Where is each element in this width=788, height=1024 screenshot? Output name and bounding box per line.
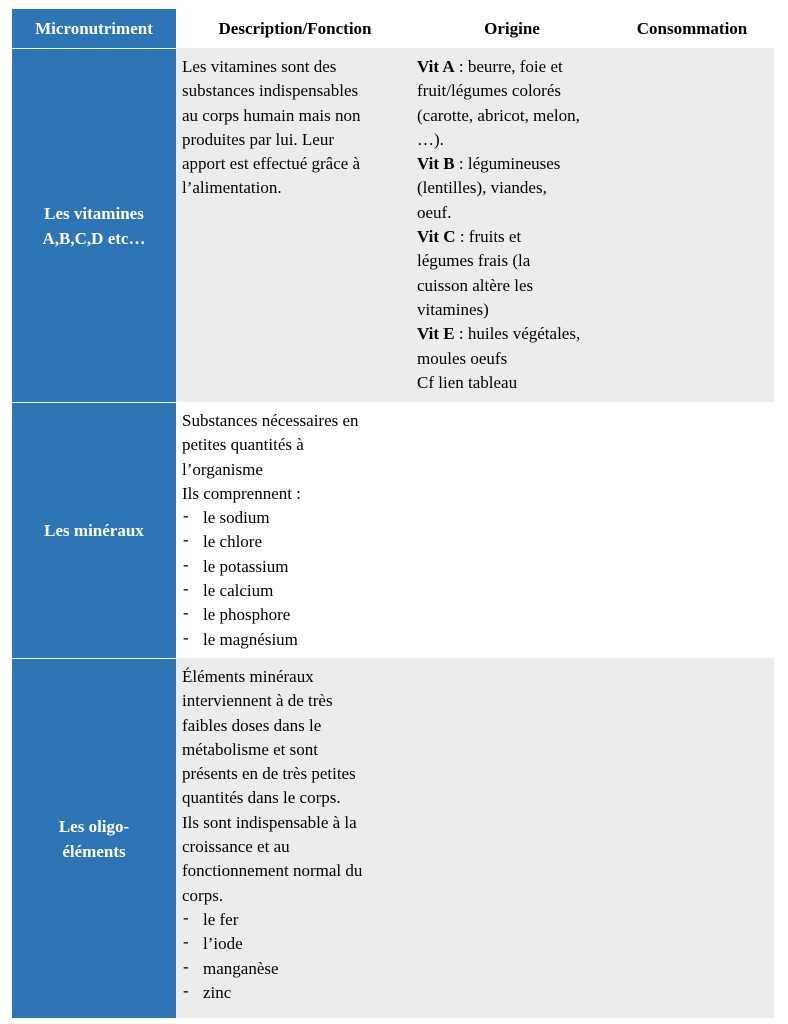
dash-bullet-icon: -	[183, 506, 189, 526]
description-line: fonctionnement normal du	[182, 861, 363, 881]
origine-line: légumes frais (la	[417, 251, 531, 271]
origine-cell	[414, 658, 610, 1018]
row-label-line: Les minéraux	[44, 521, 144, 540]
list-item	[182, 530, 410, 554]
oligo-elements-list	[182, 908, 410, 1005]
origine-cell	[414, 48, 610, 402]
origine-line: moules oeufs	[417, 348, 508, 368]
list-item	[182, 579, 410, 603]
dash-bullet-icon: -	[183, 932, 189, 952]
list-item-text: le potassium	[203, 556, 289, 576]
description-cell	[176, 48, 414, 402]
origine-line	[417, 55, 608, 79]
vit-e-label: Vit E	[417, 324, 455, 344]
list-item-text: manganèse	[203, 958, 279, 978]
vit-c-label: Vit C	[417, 227, 456, 247]
header-description: Description/Fonction	[218, 18, 372, 38]
consommation-cell	[610, 658, 774, 1018]
table-row-oligo-elements	[12, 658, 774, 1018]
dash-bullet-icon: -	[183, 956, 189, 976]
table-header-row	[12, 9, 774, 48]
description-line: quantités dans le corps.	[182, 788, 341, 808]
description-line: croissance et au	[182, 837, 290, 857]
row-label-oligo-elements	[12, 658, 176, 1018]
description-cell	[176, 658, 414, 1018]
dash-bullet-icon: -	[183, 907, 189, 927]
description-line: corps.	[182, 885, 224, 905]
vit-b-label: Vit B	[417, 154, 455, 174]
list-item	[182, 603, 410, 627]
origine-line: vitamines)	[417, 299, 489, 319]
description-line: Ils sont indispensable à la	[182, 812, 357, 832]
list-item-text: l’iode	[203, 934, 243, 954]
origine-line	[417, 225, 608, 249]
list-item	[182, 957, 410, 981]
header-micronutriment: Micronutriment	[12, 9, 176, 48]
link-note: Cf lien tableau	[417, 372, 518, 392]
dash-bullet-icon: -	[183, 603, 189, 623]
origine-cell	[414, 402, 610, 658]
description-line: Les vitamines sont des	[182, 57, 337, 76]
origine-line: fruit/légumes colorés	[417, 81, 561, 101]
list-item	[182, 555, 410, 579]
table-row-mineraux	[12, 402, 774, 658]
origine-line	[417, 322, 608, 346]
dash-bullet-icon: -	[183, 627, 189, 647]
dash-bullet-icon: -	[183, 530, 189, 550]
origine-text: : fruits et	[455, 227, 522, 247]
description-line: Éléments minéraux	[182, 667, 314, 686]
description-line: interviennent à de très	[182, 691, 333, 711]
origine-text: : beurre, foie et	[454, 57, 563, 76]
dash-bullet-icon: -	[183, 554, 189, 574]
description-line: l’alimentation.	[182, 178, 282, 198]
table-row-vitamines	[12, 48, 774, 402]
list-item-text: le magnésium	[203, 629, 298, 649]
description-line: substances indispensables	[182, 81, 359, 101]
origine-line: oeuf.	[417, 202, 452, 222]
description-line: présents en de très petites	[182, 764, 356, 784]
description-line: petites quantités à	[182, 435, 304, 455]
list-item-text: le calcium	[203, 581, 274, 601]
list-item-text: le sodium	[203, 508, 270, 528]
list-item	[182, 908, 410, 932]
origine-line: (lentilles), viandes,	[417, 178, 547, 198]
list-item-text: le fer	[203, 909, 239, 929]
list-item	[182, 981, 410, 1005]
list-item-text: zinc	[203, 982, 232, 1002]
origine-line: (carotte, abricot, melon,	[417, 105, 580, 125]
origine-text: : huiles végétales,	[454, 324, 581, 344]
micronutrient-table	[12, 9, 774, 1018]
consommation-cell	[610, 402, 774, 658]
row-label-mineraux	[12, 402, 176, 658]
description-line: Substances nécessaires en	[182, 411, 359, 430]
header-consommation: Consommation	[636, 18, 748, 38]
list-item	[182, 932, 410, 956]
description-line: apport est effectué grâce à	[182, 154, 361, 174]
list-item-text: le chlore	[203, 532, 262, 552]
dash-bullet-icon: -	[183, 579, 189, 599]
vit-a-label: Vit A	[417, 57, 455, 76]
description-line: au corps humain mais non	[182, 105, 361, 125]
list-item	[182, 506, 410, 530]
minerals-list	[182, 506, 410, 652]
row-label-line: éléments	[62, 841, 126, 861]
origine-line	[417, 152, 608, 176]
description-line: produites par lui. Leur	[182, 129, 335, 149]
row-label-line: Les vitamines	[44, 203, 144, 223]
origine-text: : légumineuses	[454, 154, 561, 174]
list-item	[182, 628, 410, 652]
row-label-vitamines	[12, 48, 176, 402]
description-cell	[176, 402, 414, 658]
origine-line: cuisson altère les	[417, 275, 534, 295]
description-line: l’organisme	[182, 459, 263, 479]
origine-line: …).	[417, 129, 444, 149]
dash-bullet-icon: -	[183, 980, 189, 1000]
description-line: faibles doses dans le	[182, 715, 322, 735]
description-line: métabolisme et sont	[182, 739, 318, 759]
row-label-line: A,B,C,D etc…	[42, 228, 146, 248]
row-label-line: Les oligo-	[58, 816, 130, 836]
description-line: Ils comprennent :	[182, 483, 301, 503]
list-item-text: le phosphore	[203, 605, 291, 625]
header-origine: Origine	[484, 18, 540, 38]
consommation-cell	[610, 48, 774, 402]
